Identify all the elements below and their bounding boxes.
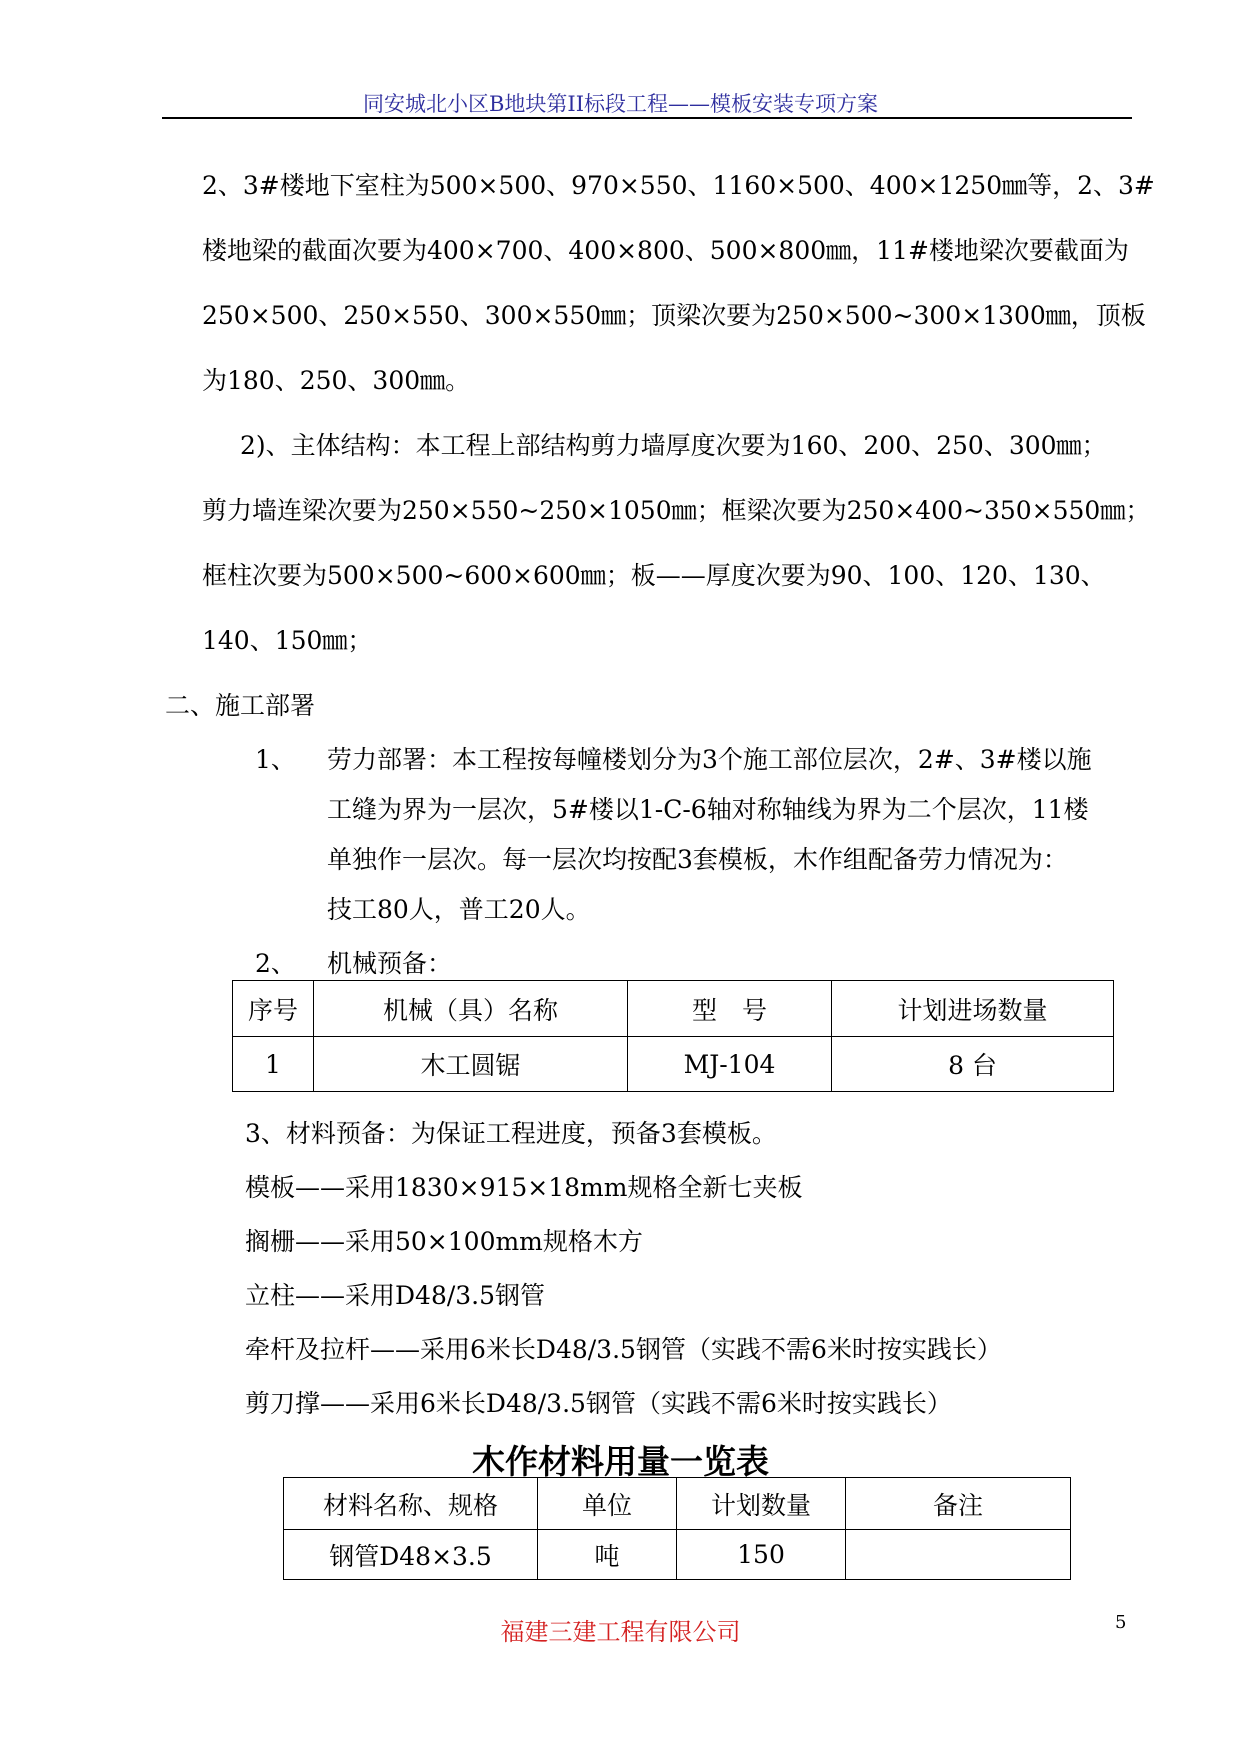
section-heading: 二、施工部署	[165, 691, 316, 720]
header-rule	[162, 117, 1132, 119]
material-header-cell: 单位	[538, 1478, 677, 1530]
material-cell: 钢管D48×3.5	[284, 1530, 538, 1580]
item1-line-2: 工缝为界为一层次，5#楼以1-C-6轴对称轴线为界为二个层次，11楼	[327, 795, 1089, 824]
material-line: 模板——采用1830×915×18mm规格全新七夹板	[245, 1173, 803, 1202]
item3-text: 3、材料预备：为保证工程进度，预备3套模板。	[245, 1119, 777, 1148]
machine-cell: 1	[233, 1037, 314, 1092]
machine-cell: 8 台	[832, 1037, 1114, 1092]
material-cell: 150	[677, 1530, 846, 1580]
machine-cell: MJ-104	[628, 1037, 832, 1092]
machine-table-header-row	[233, 981, 1114, 1037]
material-header-cell: 材料名称、规格	[284, 1478, 538, 1530]
p2-line-2: 剪力墙连梁次要为250×550~250×1050㎜；框梁次要为250×400~350×550㎜；	[202, 496, 1151, 525]
p1-line-3: 250×500、250×550、300×550㎜；顶梁次要为250×500~300×1300㎜，顶板	[202, 301, 1146, 330]
p2-line-1: 2)、主体结构：本工程上部结构剪力墙厚度次要为160、200、250、300㎜；	[240, 431, 1107, 460]
item2-text: 机械预备：	[327, 949, 453, 978]
machine-header-cell: 计划进场数量	[832, 981, 1114, 1037]
material-line: 搁栅——采用50×100mm规格木方	[245, 1227, 643, 1256]
material-line: 立柱——采用D48/3.5钢管	[245, 1281, 546, 1310]
footer-company: 福建三建工程有限公司	[500, 1618, 741, 1646]
p2-line-4: 140、150㎜；	[202, 626, 373, 655]
machine-header-cell: 型 号	[628, 981, 832, 1037]
machine-header-cell: 序号	[233, 981, 314, 1037]
item2-number: 2、	[255, 949, 296, 978]
machine-cell: 木工圆锯	[314, 1037, 628, 1092]
item1-line-4: 技工80人，普工20人。	[327, 895, 591, 924]
item1-line-1: 劳力部署：本工程按每幢楼划分为3个施工部位层次，2#、3#楼以施	[327, 745, 1092, 774]
material-cell	[846, 1530, 1071, 1580]
item1-number: 1、	[255, 745, 296, 774]
material-table	[283, 1477, 1071, 1580]
p2-line-3: 框柱次要为500×500~600×600㎜；板——厚度次要为90、100、120、130、	[202, 561, 1106, 590]
material-line: 剪刀撑——采用6米长D48/3.5钢管（实践不需6米时按实践长）	[245, 1389, 952, 1418]
p1-line-1: 2、3#楼地下室柱为500×500、970×550、1160×500、400×1250㎜等，2、3#	[202, 171, 1155, 200]
table-row	[284, 1530, 1071, 1580]
material-line: 牵杆及拉杆——采用6米长D48/3.5钢管（实践不需6米时按实践长）	[245, 1335, 1002, 1364]
page-header: 同安城北小区B地块第II标段工程——模板安装专项方案	[362, 92, 879, 116]
machine-header-cell: 机械（具）名称	[314, 981, 628, 1037]
page-number: 5	[1115, 1612, 1127, 1633]
table-row	[233, 1037, 1114, 1092]
machine-table	[232, 980, 1114, 1092]
item1-line-3: 单独作一层次。每一层次均按配3套模板，木作组配备劳力情况为：	[327, 845, 1068, 874]
material-header-cell: 备注	[846, 1478, 1071, 1530]
table-title: 木作材料用量一览表	[472, 1442, 769, 1481]
material-table-header-row	[284, 1478, 1071, 1530]
p1-line-4: 为180、250、300㎜。	[202, 366, 471, 395]
material-cell: 吨	[538, 1530, 677, 1580]
p1-line-2: 楼地梁的截面次要为400×700、400×800、500×800㎜，11#楼地梁次要截面为	[202, 236, 1129, 265]
material-header-cell: 计划数量	[677, 1478, 846, 1530]
